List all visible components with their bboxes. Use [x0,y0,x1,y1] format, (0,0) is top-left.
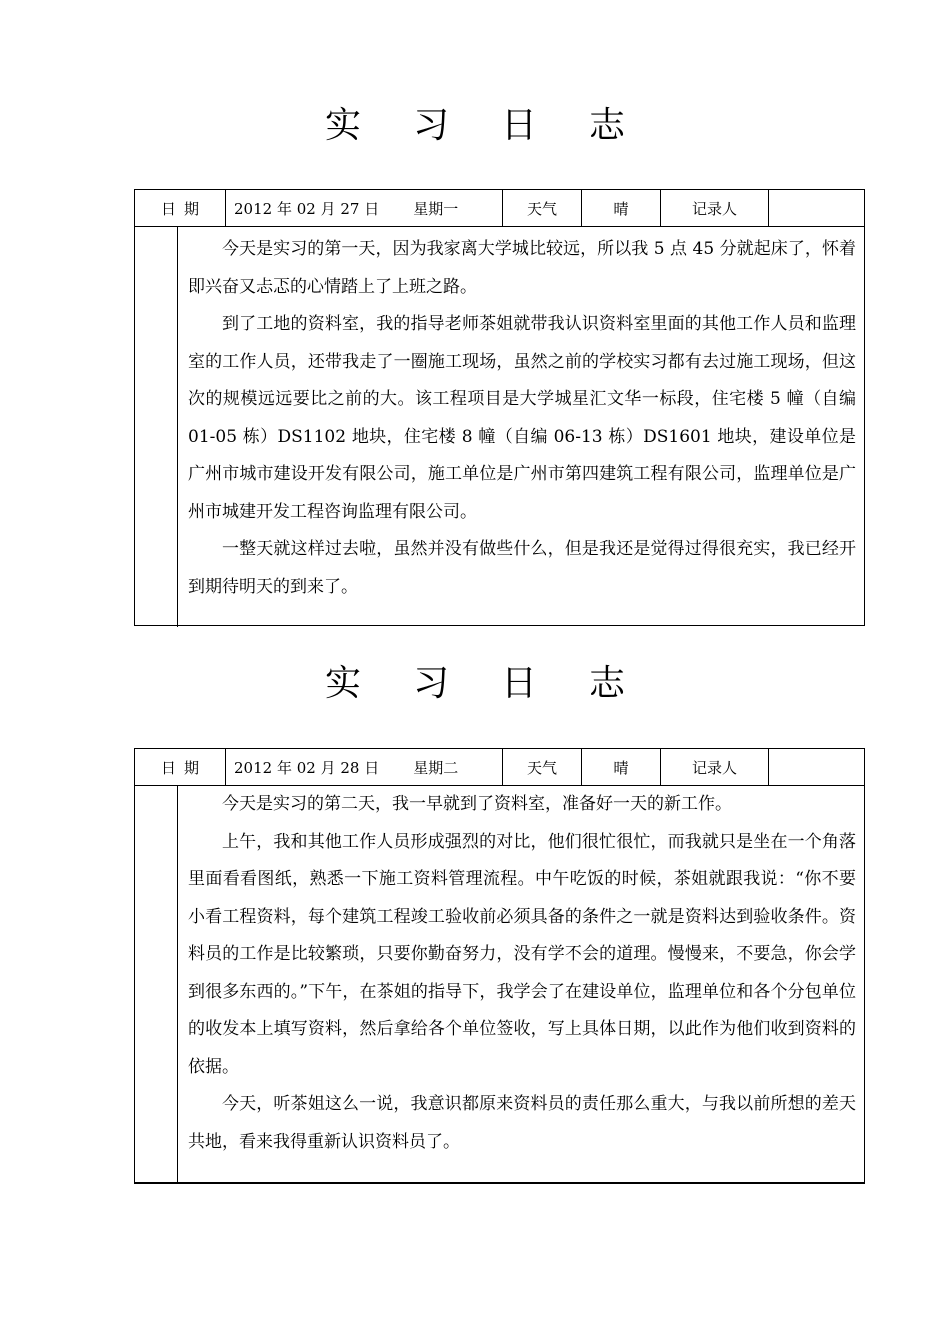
weekday-value: 星期二 [413,758,459,777]
weather-value: 晴 [582,749,661,785]
date-cell [226,190,503,226]
log-table-2 [134,748,865,1184]
weather-value: 晴 [582,190,661,226]
log-paragraph: 今天是实习的第二天，我一早就到了资料室，准备好一天的新工作。 [222,794,732,814]
log-paragraph: 上午，我和其他工作人员形成强烈的对比，他们很忙很忙，而我就只是坐在一个角落里面看看图纸，熟悉一下施工资料管理流程。中午吃饭的时候，茶姐就跟我说：“你不要小看工程资料，每个建筑工程竣工验收前必须具备的条件之一就是资料达到验收条件。资料员的工作是比较繁琐，只要你勤奋努力，没有学不会的道理。慢慢来，不要急，你会学到很多东西的。”下午，在茶姐的指导下，我学会了在建设单位，监理单位和各个分包单位的收发本上填写资料，然后拿给各个单位签收，写上具体日期，以此作为他们收到资料的依据。 [188,831,856,1077]
recorder-label: 记录人 [661,749,769,785]
log-paragraph: 一整天就这样过去啦，虽然并没有做些什么，但是我还是觉得过得很充实，我已经开到期待明天的到来了。 [188,539,856,597]
log-body-row [135,227,864,627]
log-title-1: 实 习 日 志 [324,105,626,146]
weekday-value: 星期一 [413,199,459,218]
log-left-column [135,786,178,1184]
weather-label: 天气 [503,190,582,226]
log-header-row [135,190,864,227]
date-label: 日 期 [135,749,226,785]
log-header-row [135,749,864,786]
log-paragraph: 今天是实习的第一天，因为我家离大学城比较远，所以我 5 点 45 分就起床了，怀着即兴奋又忐忑的心情踏上了上班之路。 [188,239,856,297]
date-label: 日 期 [135,190,226,226]
log-paragraph: 今天，听茶姐这么一说，我意识都原来资料员的责任那么重大，与我以前所想的差天共地，看来我得重新认识资料员了。 [188,1094,856,1152]
recorder-value [769,749,864,785]
recorder-label: 记录人 [661,190,769,226]
log-content [178,227,864,627]
date-value: 2012 年 02 月 27 日 [234,199,380,218]
recorder-value [769,190,864,226]
log-left-column [135,227,178,627]
date-value: 2012 年 02 月 28 日 [234,758,380,777]
log-title-2: 实 习 日 志 [324,663,626,704]
weather-label: 天气 [503,749,582,785]
log-paragraph: 到了工地的资料室，我的指导老师茶姐就带我认识资料室里面的其他工作人员和监理室的工作人员，还带我走了一圈施工现场，虽然之前的学校实习都有去过施工现场，但这次的规模远远要比之前的大。该工程项目是大学城星汇文华一标段，住宅楼 5 幢（自编 01-05 栋）DS1102 地块，住宅楼 8 幢（自编 06-13 栋）DS1601 地块，建设单位是广州市城市建设开发有限公司，施工单位是广州市第四建筑工程有限公司，监理单位是广州市城建开发工程咨询监理有限公司。 [188,314,856,522]
log-content [178,786,864,1184]
log-body-row [135,786,864,1184]
log-table-1 [134,189,865,626]
date-cell [226,749,503,785]
